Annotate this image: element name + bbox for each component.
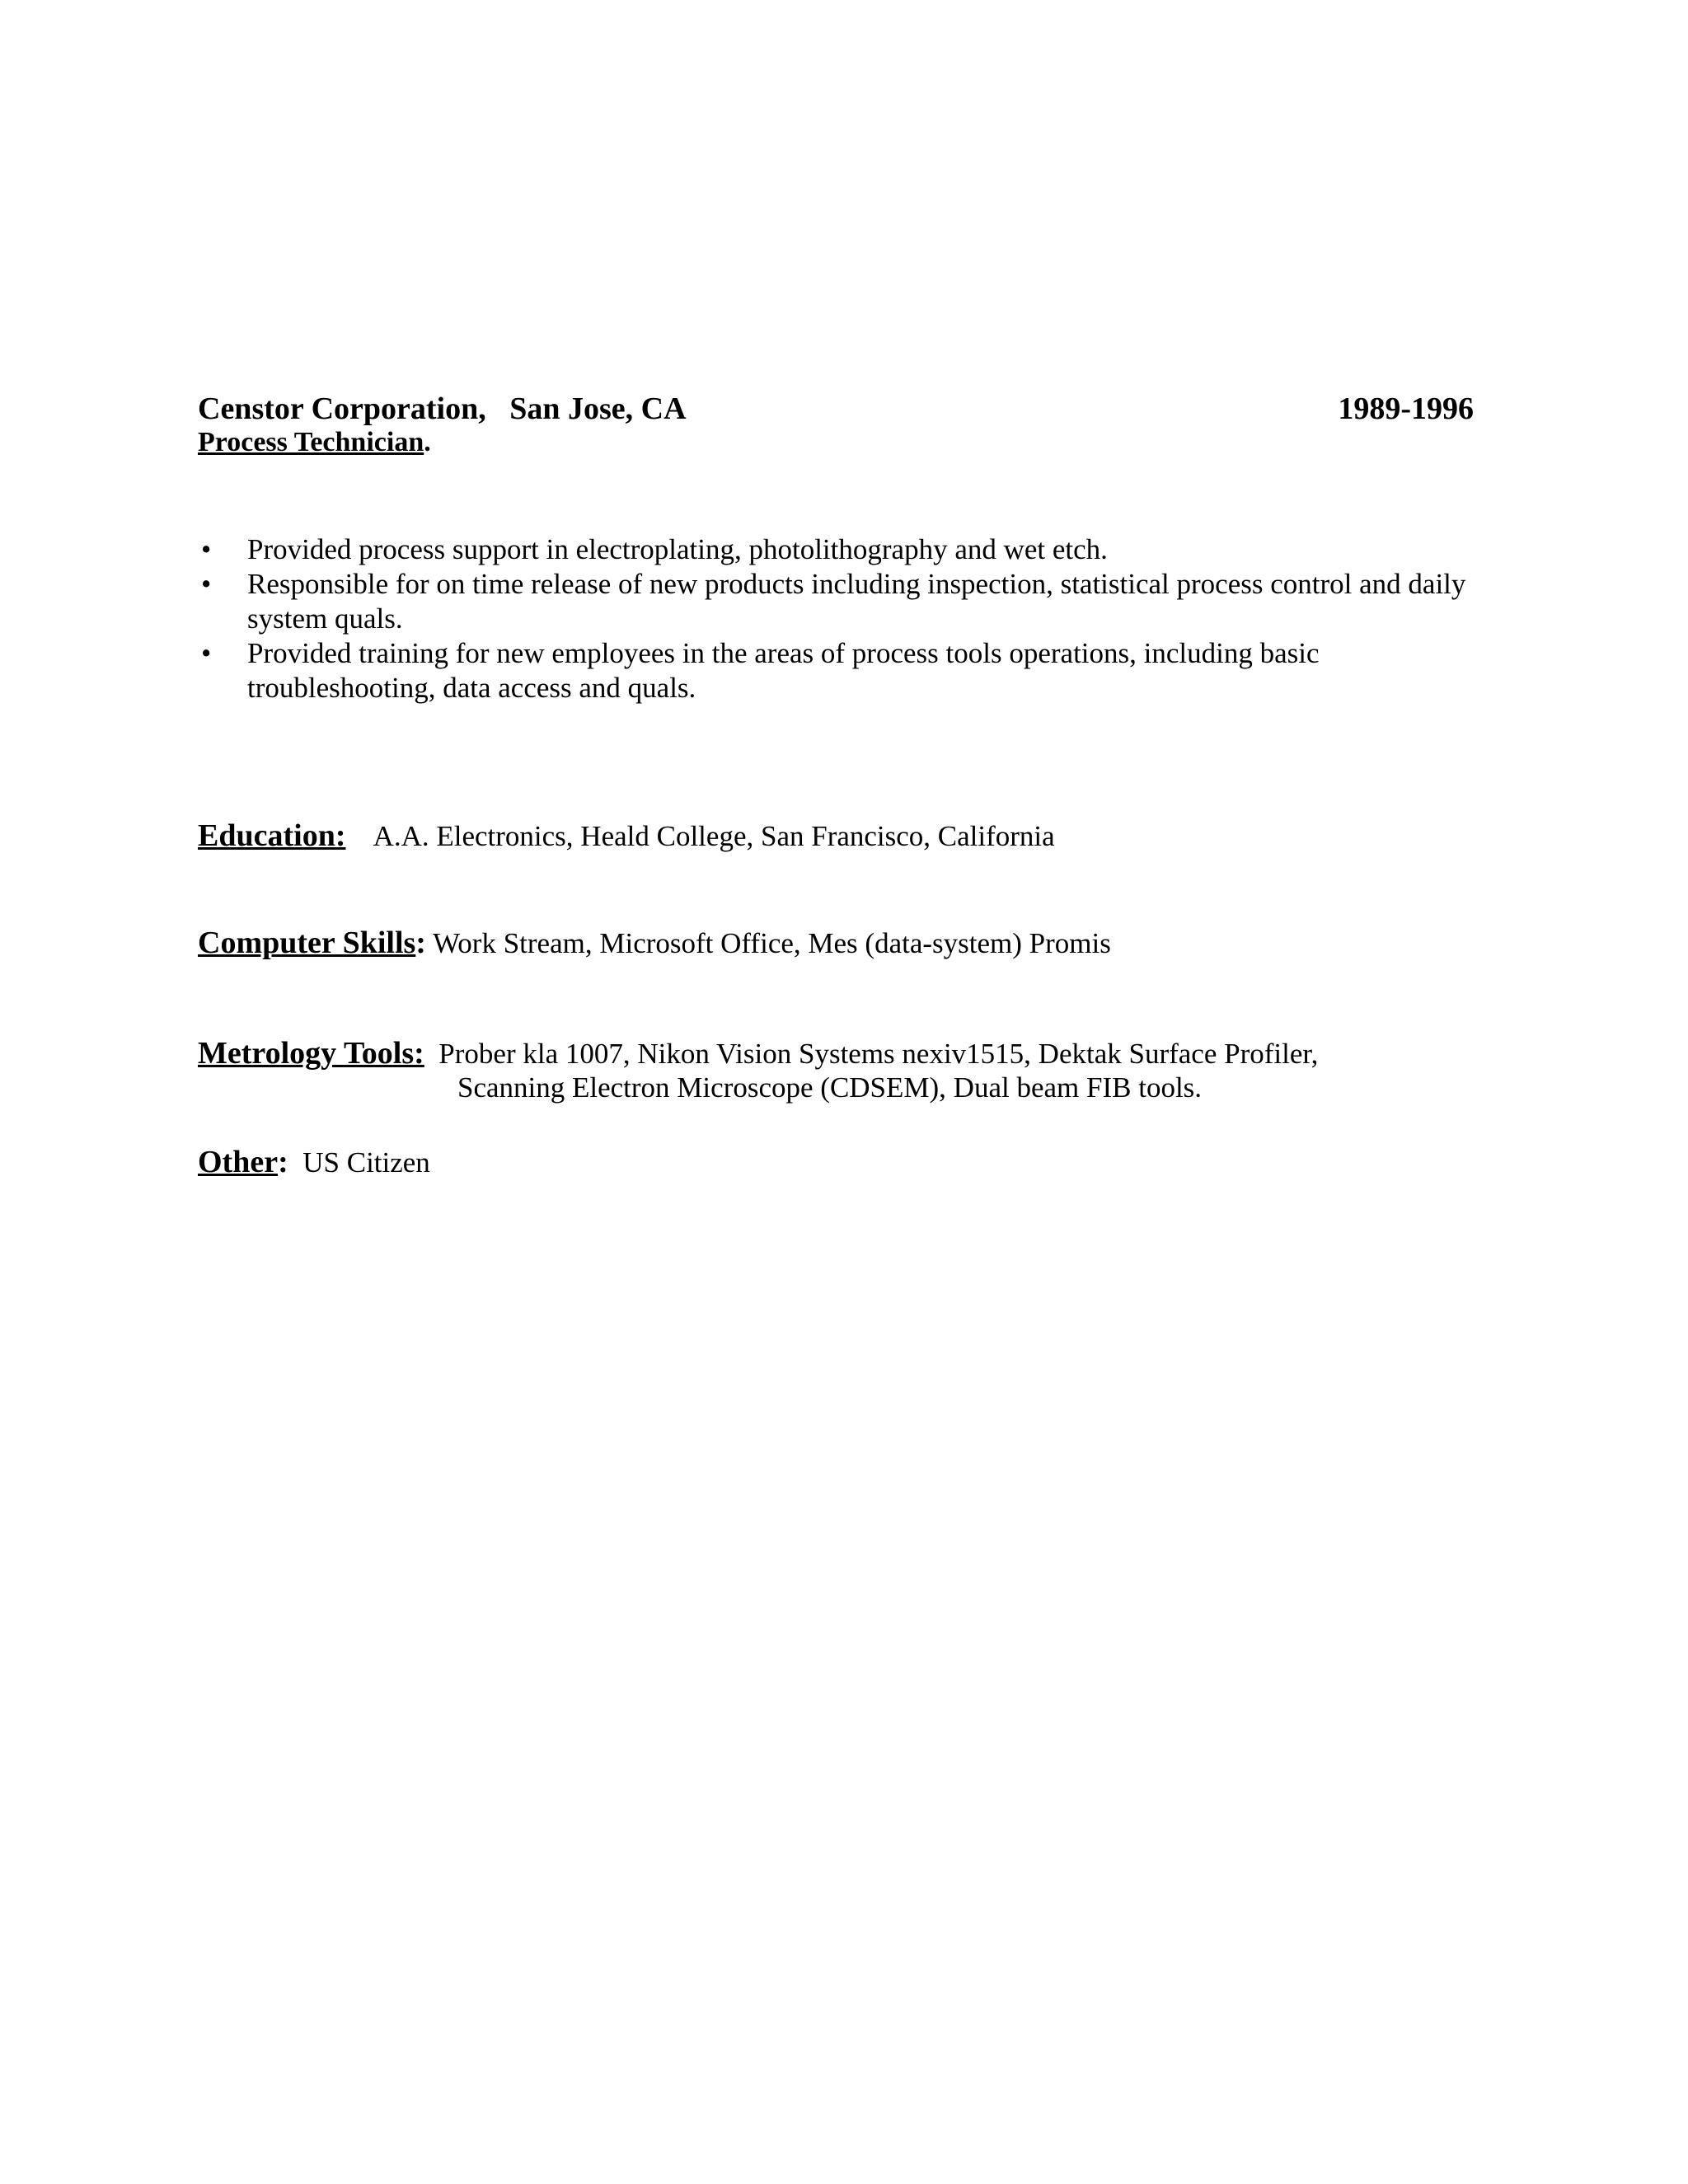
metrology-label: Metrology Tools: (198, 1036, 424, 1071)
job-responsibilities (198, 532, 1484, 705)
bullet-icon: • (201, 533, 212, 565)
bullet-text: Provided process support in electroplating, photolithography and wet etch. (247, 533, 1108, 565)
metrology-value-line2: Scanning Electron Microscope (CDSEM), Dual beam FIB tools. (457, 1071, 1203, 1104)
other-section (198, 1144, 430, 1180)
other-value: US Citizen (302, 1146, 430, 1179)
computer-skills-label: Computer Skills: (198, 926, 426, 960)
list-item (198, 567, 1484, 636)
job-title-suffix: . (424, 427, 431, 457)
bullet-icon: • (201, 637, 212, 669)
education-value: A.A. Electronics, Heald College, San Francisco, California (373, 820, 1055, 852)
education-label: Education: (198, 818, 346, 853)
company-name: Censtor Corporation, (198, 391, 486, 426)
list-item (198, 532, 1484, 567)
bullet-text: Responsible for on time release of new products including inspection, statistical process control and daily system quals. (247, 568, 1466, 635)
computer-skills-section (198, 925, 1111, 961)
metrology-value-line1: Prober kla 1007, Nikon Vision Systems nexiv1515, Dektak Surface Profiler, (438, 1038, 1319, 1070)
bullet-icon: • (201, 568, 212, 600)
job-title-text: Process Technician (198, 427, 424, 457)
job-title (198, 427, 431, 458)
job-location: San Jose, CA (509, 391, 687, 426)
metrology-section (198, 1035, 1318, 1071)
job-header (198, 391, 687, 427)
job-dates: 1989-1996 (1338, 391, 1474, 426)
list-item (198, 636, 1484, 705)
education-section (198, 818, 1055, 854)
bullet-text: Provided training for new employees in the areas of process tools operations, including basic troubleshooting, data access and quals. (247, 637, 1320, 704)
other-label: Other: (198, 1145, 288, 1179)
computer-skills-value: Work Stream, Microsoft Office, Mes (data-system) Promis (433, 927, 1111, 959)
